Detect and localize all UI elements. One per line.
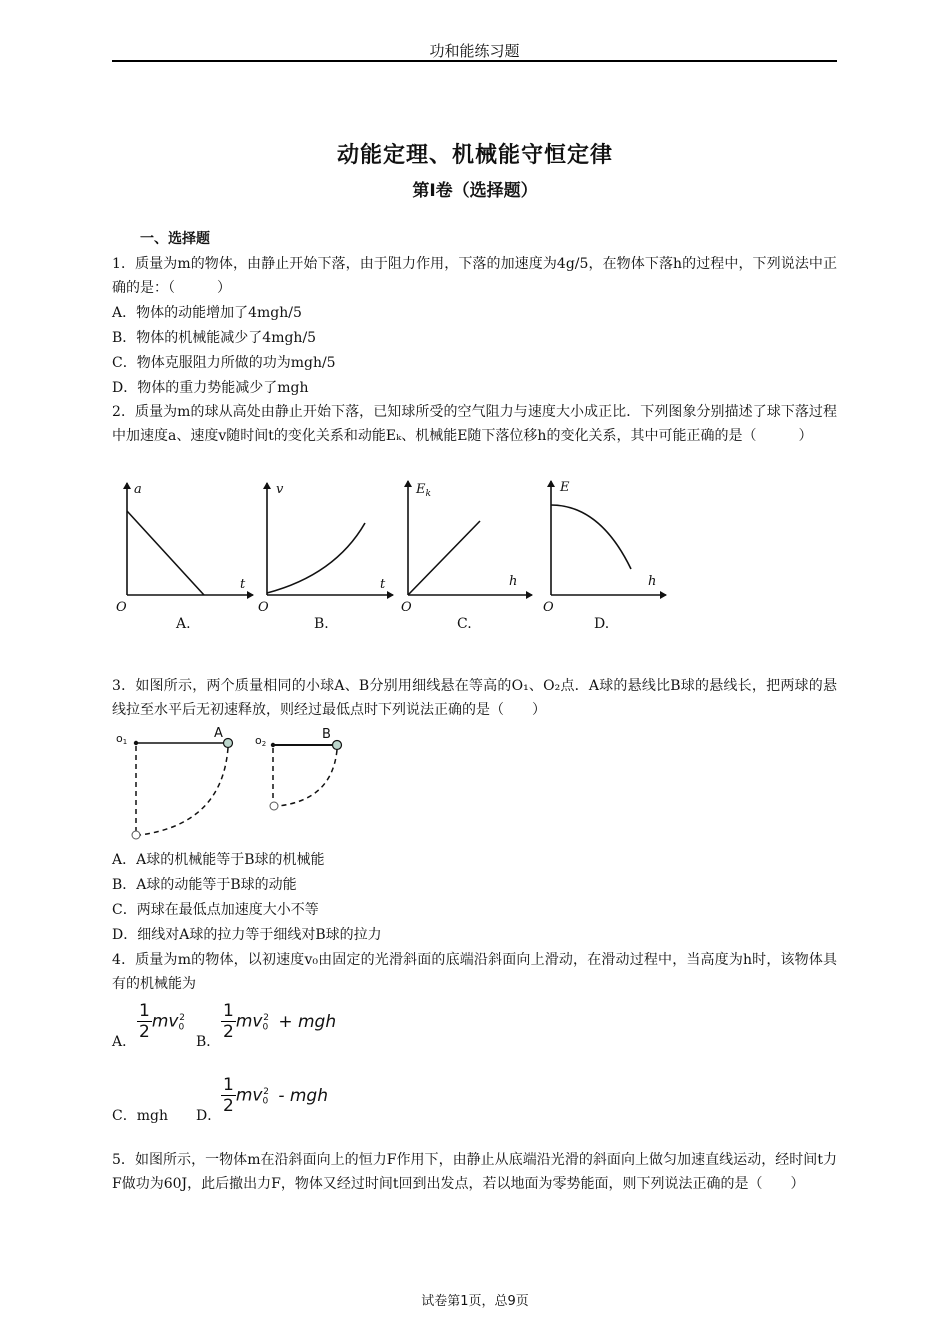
q3-label-o2: o xyxy=(255,734,262,747)
graph-a-x-label: t xyxy=(240,577,246,592)
graph-d-curve xyxy=(551,505,631,569)
q3-option-b: B．A球的动能等于B球的动能 xyxy=(112,877,297,893)
graph-d-caption: D. xyxy=(594,616,610,632)
graph-a-y-label: a xyxy=(134,482,142,497)
page-footer: 试卷第1页，总9页 xyxy=(421,1294,529,1309)
graph-b-caption: B. xyxy=(314,616,329,632)
graph-d xyxy=(543,480,666,632)
q1-option-d: D．物体的重力势能减少了mgh xyxy=(112,380,309,396)
q4-option-b-label: B． xyxy=(196,1034,221,1050)
graph-a-caption: A. xyxy=(176,616,191,632)
q3-label-o2-sub: 2 xyxy=(261,740,267,748)
graph-b-origin: O xyxy=(258,600,269,615)
svg-text:o1 xyxy=(116,732,127,746)
header-rule xyxy=(112,60,837,62)
q1-option-c: C．物体克服阻力所做的功为mgh/5 xyxy=(112,355,336,371)
q3-stem: 3．如图所示，两个质量相同的小球A、B分别用细线悬在等高的O₁、O₂点．A球的悬线比B球的悬线长，把两球的悬线拉至水平后无初速释放，则经过最低点时下列说法正确的是（ ） xyxy=(112,678,837,718)
q3-label-o1-sub: 1 xyxy=(122,738,128,746)
q3-option-a: A．A球的机械能等于B球的机械能 xyxy=(112,852,325,868)
q3-ball-b-lowest xyxy=(270,802,278,810)
graph-c-y-sub: k xyxy=(425,489,431,499)
document-subtitle: 第Ⅰ卷（选择题） xyxy=(412,181,538,201)
graph-c xyxy=(401,481,532,632)
graph-a xyxy=(116,482,253,632)
graph-c-curve xyxy=(408,521,480,595)
q4-option-c: C．mgh xyxy=(112,1108,168,1124)
graph-d-origin: O xyxy=(543,600,554,615)
q3-arc-b xyxy=(278,750,337,806)
q1-option-a: A．物体的动能增加了4mgh/5 xyxy=(112,305,302,321)
q5-stem: 5．如图所示，一物体m在沿斜面向上的恒力F作用下，由静止从底端沿光滑的斜面向上做匀加速直线运动，经时间t力F做功为60J，此后撤出力F，物体又经过时间t回到出发点，若以地面为零势能面，则下列说法正确的是（ ） xyxy=(112,1152,837,1192)
q2-graphs xyxy=(110,475,670,640)
section-heading: 一、选择题 xyxy=(140,231,210,247)
graph-c-y-label: E xyxy=(416,482,426,497)
q3-figure xyxy=(110,724,360,844)
q3-pivot-o2 xyxy=(271,743,275,747)
graph-c-caption: C. xyxy=(457,616,472,632)
q4-stem: 4．质量为m的物体，以初速度v₀由固定的光滑斜面的底端沿斜面向上滑动，在滑动过程中，当高度为h时，该物体具有的机械能为 xyxy=(112,952,837,992)
graph-a-curve xyxy=(127,511,204,595)
graph-b-y-label: v xyxy=(276,482,284,497)
q3-ball-a-lowest xyxy=(132,831,140,839)
svg-text:Ek xyxy=(415,482,431,499)
graph-d-y-label: E xyxy=(560,480,570,495)
q4-option-d-expr: $\frac{1}{2}$ $mv0^2$ - mgh xyxy=(223,1075,328,1116)
q3-arc-a xyxy=(140,748,228,835)
graph-c-x-label: h xyxy=(509,574,518,589)
q4-option-a-expr: $\frac{1}{2}$ $mv0^2$ xyxy=(139,1001,185,1042)
page-header: 功和能练习题 xyxy=(429,42,520,60)
q1-stem: 1．质量为m的物体，由静止开始下落，由于阻力作用，下落的加速度为4g/5，在物体下落h的过程中，下列说法中正确的是：（ ） xyxy=(112,256,837,296)
q3-option-d: D．细线对A球的拉力等于细线对B球的拉力 xyxy=(112,927,382,943)
q3-option-c: C．两球在最低点加速度大小不等 xyxy=(112,902,319,918)
svg-text:o2 xyxy=(255,734,266,748)
q3-pivot-o1 xyxy=(134,741,138,745)
graph-c-origin: O xyxy=(401,600,412,615)
graph-d-x-label: h xyxy=(648,574,657,589)
graph-a-origin: O xyxy=(116,600,127,615)
graph-b xyxy=(258,482,393,632)
q2-stem: 2．质量为m的球从高处由静止开始下落，已知球所受的空气阻力与速度大小成正比．下列图象分别描述了球下落过程中加速度a、速度v随时间t的变化关系和动能Eₖ、机械能E随下落位移h的变化关系，其中可能正确的是（ ） xyxy=(112,404,837,444)
q3-ball-b xyxy=(333,741,342,750)
graph-b-x-label: t xyxy=(380,577,386,592)
document-title: 动能定理、机械能守恒定律 xyxy=(336,143,613,168)
graph-b-curve xyxy=(267,523,365,593)
q4-option-b-expr: $\frac{1}{2}$ $mv0^2$ + mgh xyxy=(223,1001,337,1042)
q3-ball-a xyxy=(224,739,233,748)
q3-label-b: B xyxy=(322,727,331,742)
q3-label-a: A xyxy=(214,726,223,741)
q1-option-b: B．物体的机械能减少了4mgh/5 xyxy=(112,330,317,346)
q4-option-d-label: D． xyxy=(196,1108,222,1124)
q3-label-o1: o xyxy=(116,732,123,745)
q4-option-a-label: A． xyxy=(112,1034,137,1050)
